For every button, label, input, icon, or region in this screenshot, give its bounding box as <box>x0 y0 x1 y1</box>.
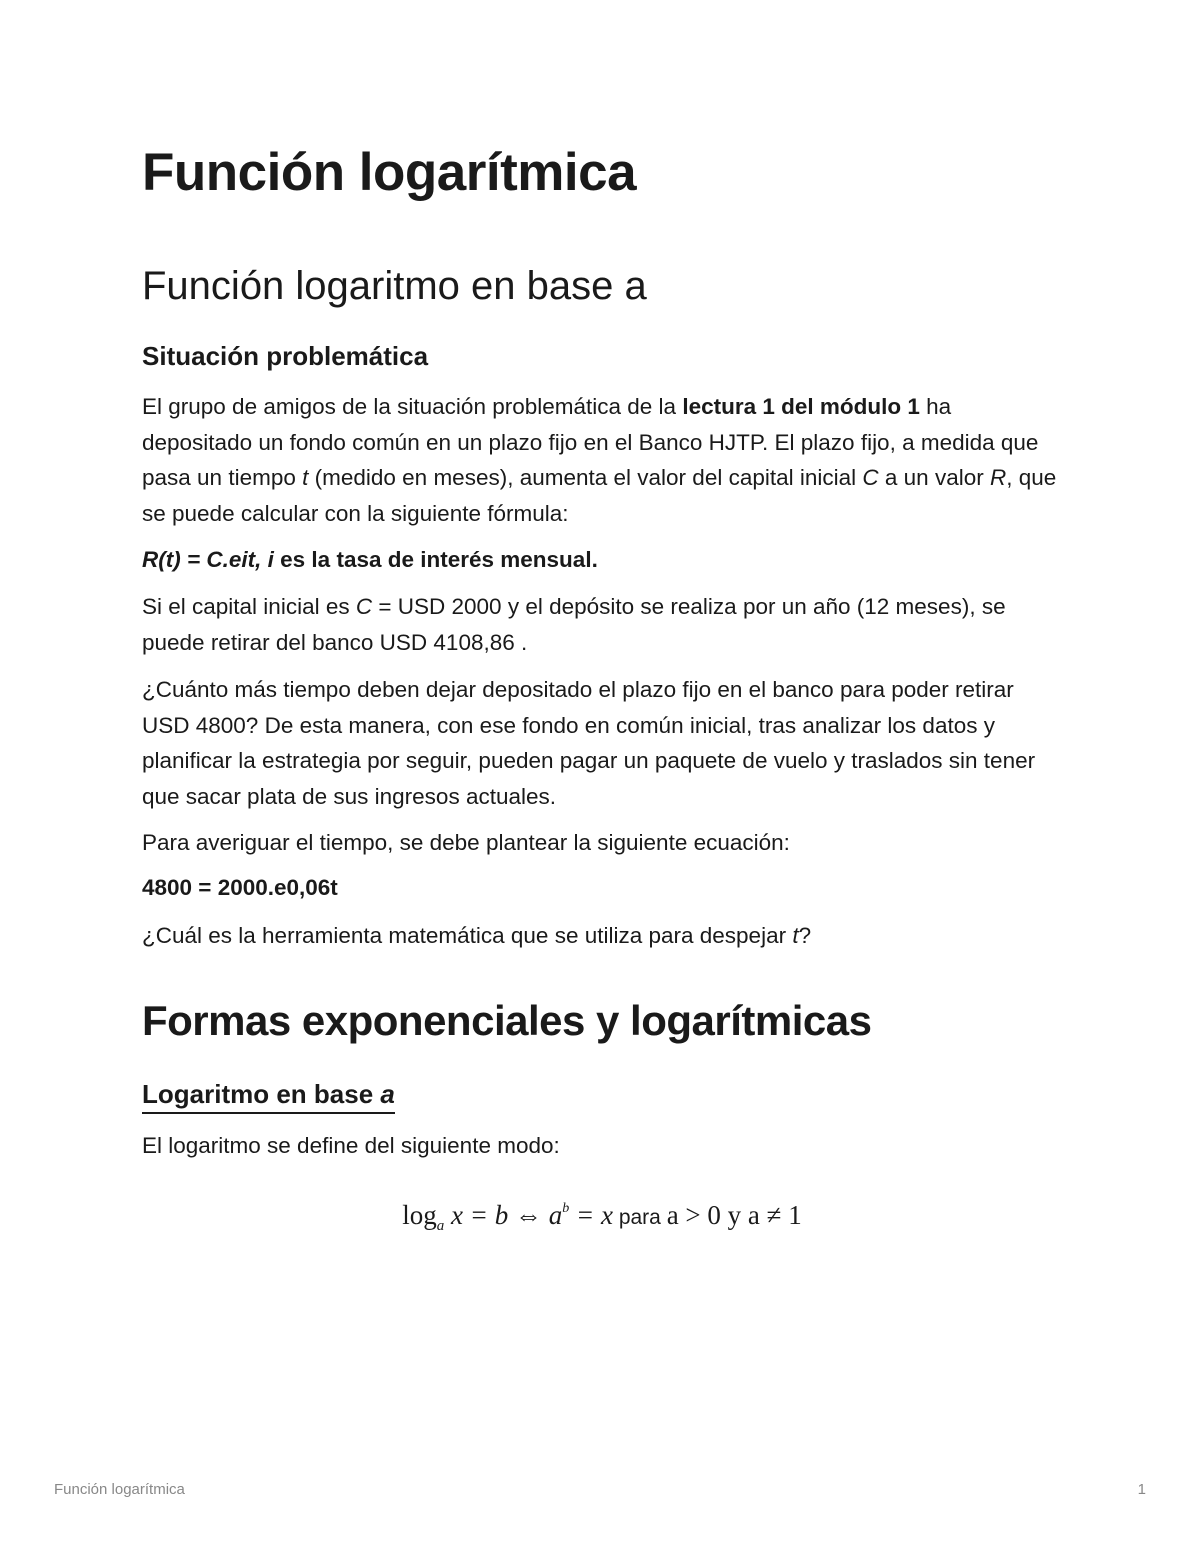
variable-t: t <box>302 465 309 491</box>
variable-t: t <box>792 923 799 948</box>
formula-interest <box>142 542 1062 578</box>
subsection-heading-logaritmo <box>142 1079 395 1114</box>
footer-title: Función logarítmica <box>54 1481 185 1498</box>
bold-reference: lectura 1 del módulo 1 <box>682 394 920 419</box>
text: (medido en meses), aumenta el valor del capital inicial <box>308 465 863 491</box>
logarithm-definition <box>142 1200 1062 1235</box>
formula-serif <box>402 1200 613 1234</box>
text: ? <box>798 923 812 948</box>
variable-a: a <box>380 1079 395 1109</box>
log-text: log <box>402 1200 437 1230</box>
paragraph-tool-question <box>142 918 1062 954</box>
formula-description: es la tasa de interés mensual. <box>273 547 598 572</box>
text: , que se puede calcular con la siguiente fórmula: <box>142 465 1057 527</box>
paragraph-definition-intro: El logaritmo se define del siguiente modo: <box>142 1133 560 1158</box>
text: Si el capital inicial es <box>142 594 356 619</box>
formula-expression: R(t) = C.eit, <box>142 547 262 572</box>
log-base: a <box>436 1218 445 1234</box>
formula-rhs: = x <box>569 1200 613 1230</box>
subtitle-heading: Función logaritmo en base a <box>142 264 647 308</box>
variable-i: i <box>261 547 274 572</box>
text: ¿Cuál es la herramienta matemática que se utiliza para despejar <box>142 923 793 948</box>
section-heading-formas: Formas exponenciales y logarítmicas <box>142 997 872 1044</box>
formula-lhs: x = b ⇔ a <box>444 1200 563 1230</box>
paragraph-capital <box>142 589 1062 660</box>
paragraph-equation-intro: Para averiguar el tiempo, se debe plantear la siguiente ecuación: <box>142 830 790 855</box>
exponent: b <box>562 1201 570 1216</box>
section-heading-situacion: Situación problemática <box>142 341 429 371</box>
formula-connector: para <box>612 1206 667 1229</box>
paragraph-intro <box>142 389 1062 532</box>
equation: 4800 = 2000.e0,06t <box>142 875 338 900</box>
variable-c: C <box>862 465 879 491</box>
document-title: Función logarítmica <box>142 143 637 202</box>
paragraph-question: ¿Cuánto más tiempo deben dejar depositado el plazo fijo en el banco para poder retirar USD 4800? De esta manera, con ese fondo en común inicial, tras analizar los datos y planificar la estrategia por seguir, pueden pagar un paquete de vuelo y traslados sin tener que sacar plata de sus ingresos actuales. <box>142 677 1036 810</box>
text: Logaritmo en base <box>142 1079 381 1109</box>
text: = USD 2000 y el depósito se realiza por un año (12 meses), se puede retirar del banco USD 4108,86 . <box>142 594 1006 655</box>
variable-r: R <box>989 465 1007 491</box>
formula-condition: a > 0 y a ≠ 1 <box>666 1200 802 1230</box>
text: El grupo de amigos de la situación problemática de la <box>142 394 683 419</box>
text: ha depositado un fondo común en un plazo fijo en el Banco HJTP. El plazo fijo, a medida que pasa un tiempo <box>142 394 1039 491</box>
variable-c: C <box>355 594 373 619</box>
text: a un valor <box>878 465 990 491</box>
page-number: 1 <box>1137 1481 1146 1498</box>
